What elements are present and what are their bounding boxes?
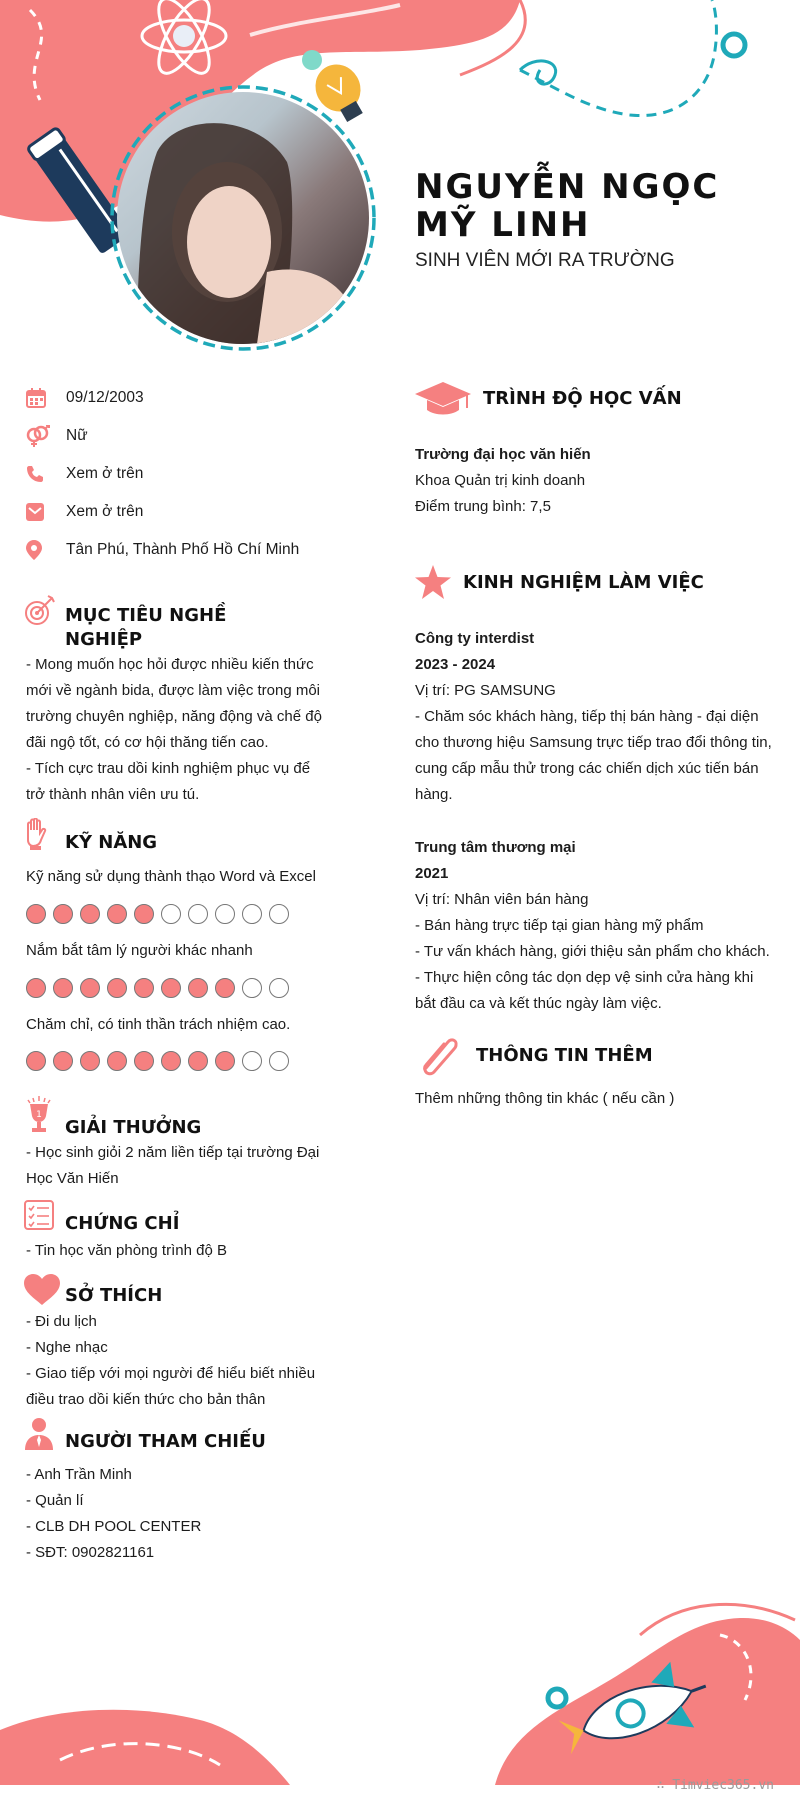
rating-dot-filled	[53, 1051, 73, 1071]
contact-email	[26, 500, 356, 524]
hobbies-line: - Đi du lịch	[26, 1313, 97, 1330]
objective-title-line1: MỤC TIÊU NGHỀ	[65, 605, 227, 626]
certificates-title: CHỨNG CHỈ	[65, 1213, 180, 1234]
references-text	[26, 1462, 326, 1566]
rating-dot-filled	[188, 1051, 208, 1071]
rating-dot-empty	[188, 904, 208, 924]
hobbies-text	[26, 1309, 326, 1413]
job-desc-line: - Thực hiện công tác dọn dẹp vệ sinh cửa hàng khi	[415, 969, 754, 986]
contact-phone	[26, 462, 356, 486]
job-desc-line: cho thương hiệu Samsung trực tiếp trao đổi thông tin,	[415, 734, 772, 751]
references-line: - SĐT: 0902821161	[26, 1544, 155, 1561]
trophy-icon	[24, 1096, 54, 1134]
skill-rating-2	[26, 978, 289, 998]
email-icon	[26, 503, 44, 521]
candidate-name: NGUYỄN NGỌC MỸ LINH	[415, 167, 720, 245]
footer-decoration	[0, 1560, 800, 1801]
hobbies-line: - Giao tiếp với mọi người để hiểu biết nhiều	[26, 1365, 316, 1382]
objective-line: đãi ngộ tốt, có cơ hội thăng tiến cao.	[26, 734, 269, 751]
candidate-position: SINH VIÊN MỚI RA TRƯỜNG	[415, 250, 675, 271]
rating-dot-filled	[80, 904, 100, 924]
major-text: Khoa Quản trị kinh doanh	[415, 472, 586, 489]
gpa-text: Điểm trung bình: 7,5	[415, 498, 551, 515]
rating-dot-empty	[242, 904, 262, 924]
job-1	[415, 626, 773, 808]
rating-dot-empty	[161, 904, 181, 924]
rating-dot-filled	[26, 1051, 46, 1071]
references-line: - CLB DH POOL CENTER	[26, 1518, 202, 1535]
skill-rating-1	[26, 904, 289, 924]
objective-title	[65, 604, 226, 652]
hobbies-line: - Nghe nhạc	[26, 1339, 108, 1356]
paperclip-icon	[418, 1034, 460, 1076]
phone-icon	[26, 465, 44, 483]
rating-dot-empty	[242, 978, 262, 998]
objective-line: trở thành nhân viên ưu tú.	[26, 786, 200, 803]
extra-title: THÔNG TIN THÊM	[476, 1045, 653, 1066]
target-icon	[24, 594, 56, 626]
skill-rating-3	[26, 1051, 289, 1071]
job-period: 2021	[415, 865, 449, 882]
skills-title: KỸ NĂNG	[65, 832, 158, 853]
awards-line: - Học sinh giỏi 2 năm liền tiếp tại trường Đại	[26, 1144, 320, 1161]
school-name: Trường đại học văn hiến	[415, 446, 591, 463]
hand-icon	[24, 818, 50, 850]
objective-text	[26, 652, 326, 808]
person-icon	[24, 1418, 54, 1450]
job-desc-line: hàng.	[415, 786, 453, 803]
education-title: TRÌNH ĐỘ HỌC VẤN	[483, 388, 682, 409]
rating-dot-filled	[80, 978, 100, 998]
contact-gender	[26, 424, 356, 448]
skill-name: Nắm bắt tâm lý người khác nhanh	[26, 942, 253, 959]
email-text: Xem ở trên	[66, 503, 144, 520]
contact-birthday	[26, 386, 356, 410]
job-desc-line: - Bán hàng trực tiếp tại gian hàng mỹ phẩm	[415, 917, 704, 934]
references-line: - Quản lí	[26, 1492, 84, 1509]
rating-dot-filled	[26, 978, 46, 998]
job-period: 2023 - 2024	[415, 656, 496, 673]
job-desc-line: - Chăm sóc khách hàng, tiếp thị bán hàng - đại diện	[415, 708, 759, 725]
job-role: Vị trí: PG SAMSUNG	[415, 682, 556, 699]
skill-name: Kỹ năng sử dụng thành thạo Word và Excel	[26, 868, 316, 885]
hobbies-line: điều trao dồi kiến thức cho bản thân	[26, 1391, 266, 1408]
svg-text:1: 1	[36, 1110, 42, 1120]
rating-dot-filled	[215, 978, 235, 998]
objective-line: trường chuyên nghiệp, năng động và chế độ	[26, 708, 322, 725]
contact-address	[26, 538, 356, 562]
awards-text	[26, 1140, 336, 1192]
rating-dot-empty	[215, 904, 235, 924]
education-details	[415, 442, 775, 520]
phone-text: Xem ở trên	[66, 465, 144, 482]
awards-line: Học Văn Hiến	[26, 1170, 119, 1187]
rating-dot-filled	[107, 1051, 127, 1071]
experience-title: KINH NGHIỆM LÀM VIỆC	[463, 572, 704, 593]
rating-dot-empty	[269, 1051, 289, 1071]
rating-dot-filled	[188, 978, 208, 998]
rating-dot-filled	[53, 904, 73, 924]
rating-dot-empty	[269, 978, 289, 998]
objective-line: mới về ngành bida, được làm việc trong môi	[26, 682, 321, 699]
rating-dot-filled	[53, 978, 73, 998]
rating-dot-filled	[161, 1051, 181, 1071]
job-company: Công ty interdist	[415, 630, 535, 647]
heart-icon	[24, 1274, 60, 1306]
calendar-icon	[26, 388, 46, 408]
hobbies-title: SỞ THÍCH	[65, 1285, 163, 1306]
objective-title-line2: NGHIỆP	[65, 629, 143, 650]
job-desc-line: - Tư vấn khách hàng, giới thiệu sản phẩm cho khách.	[415, 943, 770, 960]
job-role: Vị trí: Nhân viên bán hàng	[415, 891, 589, 908]
rating-dot-filled	[107, 978, 127, 998]
rating-dot-filled	[107, 904, 127, 924]
certificates-text: - Tin học văn phòng trình độ B	[26, 1242, 227, 1259]
watermark: ∴ Timviec365.vn	[656, 1778, 774, 1793]
rating-dot-filled	[134, 1051, 154, 1071]
extra-text: Thêm những thông tin khác ( nếu cần )	[415, 1090, 675, 1107]
star-icon	[415, 565, 451, 599]
job-2	[415, 835, 773, 1017]
gender-icon	[26, 425, 50, 447]
gender-text: Nữ	[66, 427, 88, 444]
rating-dot-filled	[134, 904, 154, 924]
location-icon	[26, 540, 42, 560]
birthday-text: 09/12/2003	[66, 389, 144, 406]
checklist-icon	[24, 1200, 54, 1230]
awards-title: GIẢI THƯỞNG	[65, 1117, 202, 1138]
rating-dot-empty	[242, 1051, 262, 1071]
profile-photo	[117, 92, 369, 344]
rating-dot-filled	[215, 1051, 235, 1071]
rating-dot-empty	[269, 904, 289, 924]
rating-dot-filled	[134, 978, 154, 998]
job-company: Trung tâm thương mại	[415, 839, 576, 856]
references-title: NGƯỜI THAM CHIẾU	[65, 1431, 266, 1452]
job-desc-line: bắt đầu ca và kết thúc ngày làm việc.	[415, 995, 662, 1012]
rating-dot-filled	[161, 978, 181, 998]
job-desc-line: cung cấp mẫu thử trong các chiến dịch xúc tiến bán	[415, 760, 759, 777]
objective-line: - Tích cực trau dồi kinh nghiệm phục vụ để	[26, 760, 311, 777]
graduation-cap-icon	[415, 382, 471, 416]
references-line: - Anh Trần Minh	[26, 1466, 132, 1483]
skill-name: Chăm chỉ, có tinh thần trách nhiệm cao.	[26, 1016, 291, 1033]
address-text: Tân Phú, Thành Phố Hồ Chí Minh	[66, 541, 300, 558]
rating-dot-filled	[26, 904, 46, 924]
rating-dot-filled	[80, 1051, 100, 1071]
objective-line: - Mong muốn học hỏi được nhiều kiến thức	[26, 656, 314, 673]
